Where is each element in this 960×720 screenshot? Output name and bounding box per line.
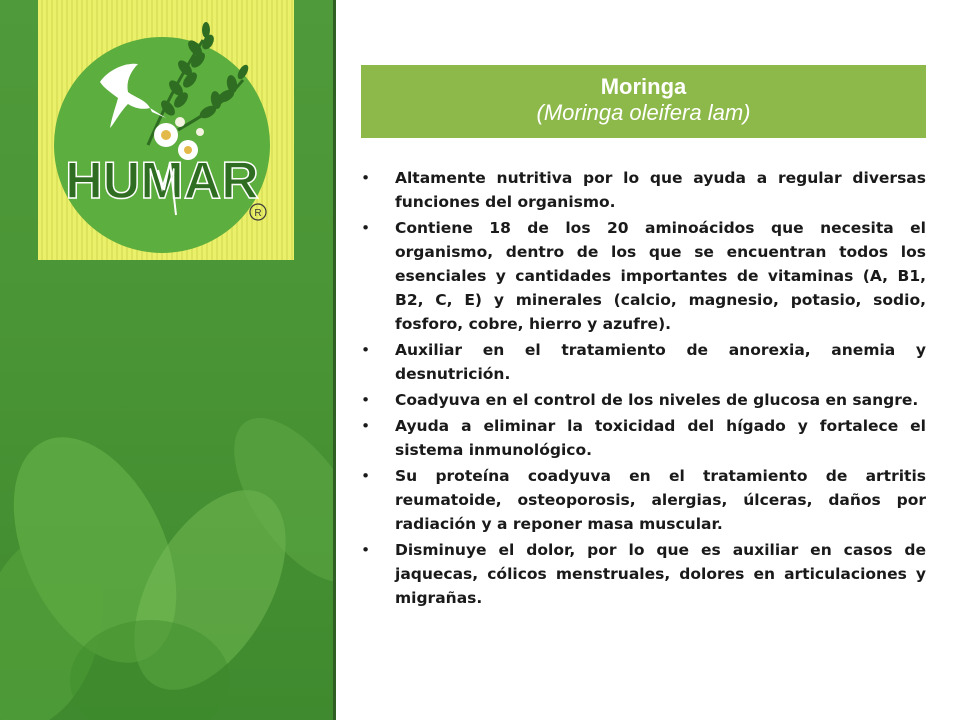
list-item-text: Auxiliar en el tratamiento de anorexia, anemia y desnutrición. (395, 341, 926, 383)
list-item (361, 216, 926, 336)
page-subtitle: (Moringa oleifera lam) (536, 100, 751, 125)
page-title: Moringa (600, 74, 687, 99)
list-item-text: Ayuda a eliminar la toxicidad del hígado y fortalece el sistema inmunológico. (395, 417, 926, 459)
sidebar-panel (0, 0, 333, 720)
decorative-leaves-icon (0, 380, 333, 720)
bullet-icon: • (361, 417, 371, 435)
list-item-text: Contiene 18 de los 20 aminoácidos que necesita el organismo, dentro de los que se encuentran todos los esenciales y cantidades importantes de vitaminas (A, B1, B2, C, E) y minerales (calcio, magnesio, potasio, sodio, fosforo, cobre, hierro y azufre). (395, 219, 926, 333)
list-item (361, 538, 926, 610)
sidebar-divider (333, 0, 336, 720)
benefits-list (361, 166, 926, 612)
list-item (361, 166, 926, 214)
logo-brand-text: HUMAR (65, 152, 259, 210)
title-banner (361, 65, 926, 138)
bullet-icon: • (361, 219, 371, 237)
list-item (361, 388, 926, 412)
list-item (361, 338, 926, 386)
bullet-icon: • (361, 541, 371, 559)
bullet-icon: • (361, 341, 371, 359)
list-item (361, 464, 926, 536)
list-item-text: Altamente nutritiva por lo que ayuda a regular diversas funciones del organismo. (395, 169, 926, 211)
list-item-text: Coadyuva en el control de los niveles de glucosa en sangre. (395, 391, 919, 409)
list-item (361, 414, 926, 462)
list-item-text: Disminuye el dolor, por lo que es auxiliar en casos de jaquecas, cólicos menstruales, dolores en articulaciones y migrañas. (395, 541, 926, 607)
bullet-icon: • (361, 169, 371, 187)
logo-panel (38, 0, 294, 260)
list-item-text: Su proteína coadyuva en el tratamiento de artritis reumatoide, osteoporosis, alergias, úlceras, daños por radiación y a reponer masa muscular. (395, 467, 926, 533)
bullet-icon: • (361, 391, 371, 409)
humar-logo (38, 0, 294, 260)
bullet-icon: • (361, 467, 371, 485)
registered-mark-text: R (254, 208, 262, 219)
